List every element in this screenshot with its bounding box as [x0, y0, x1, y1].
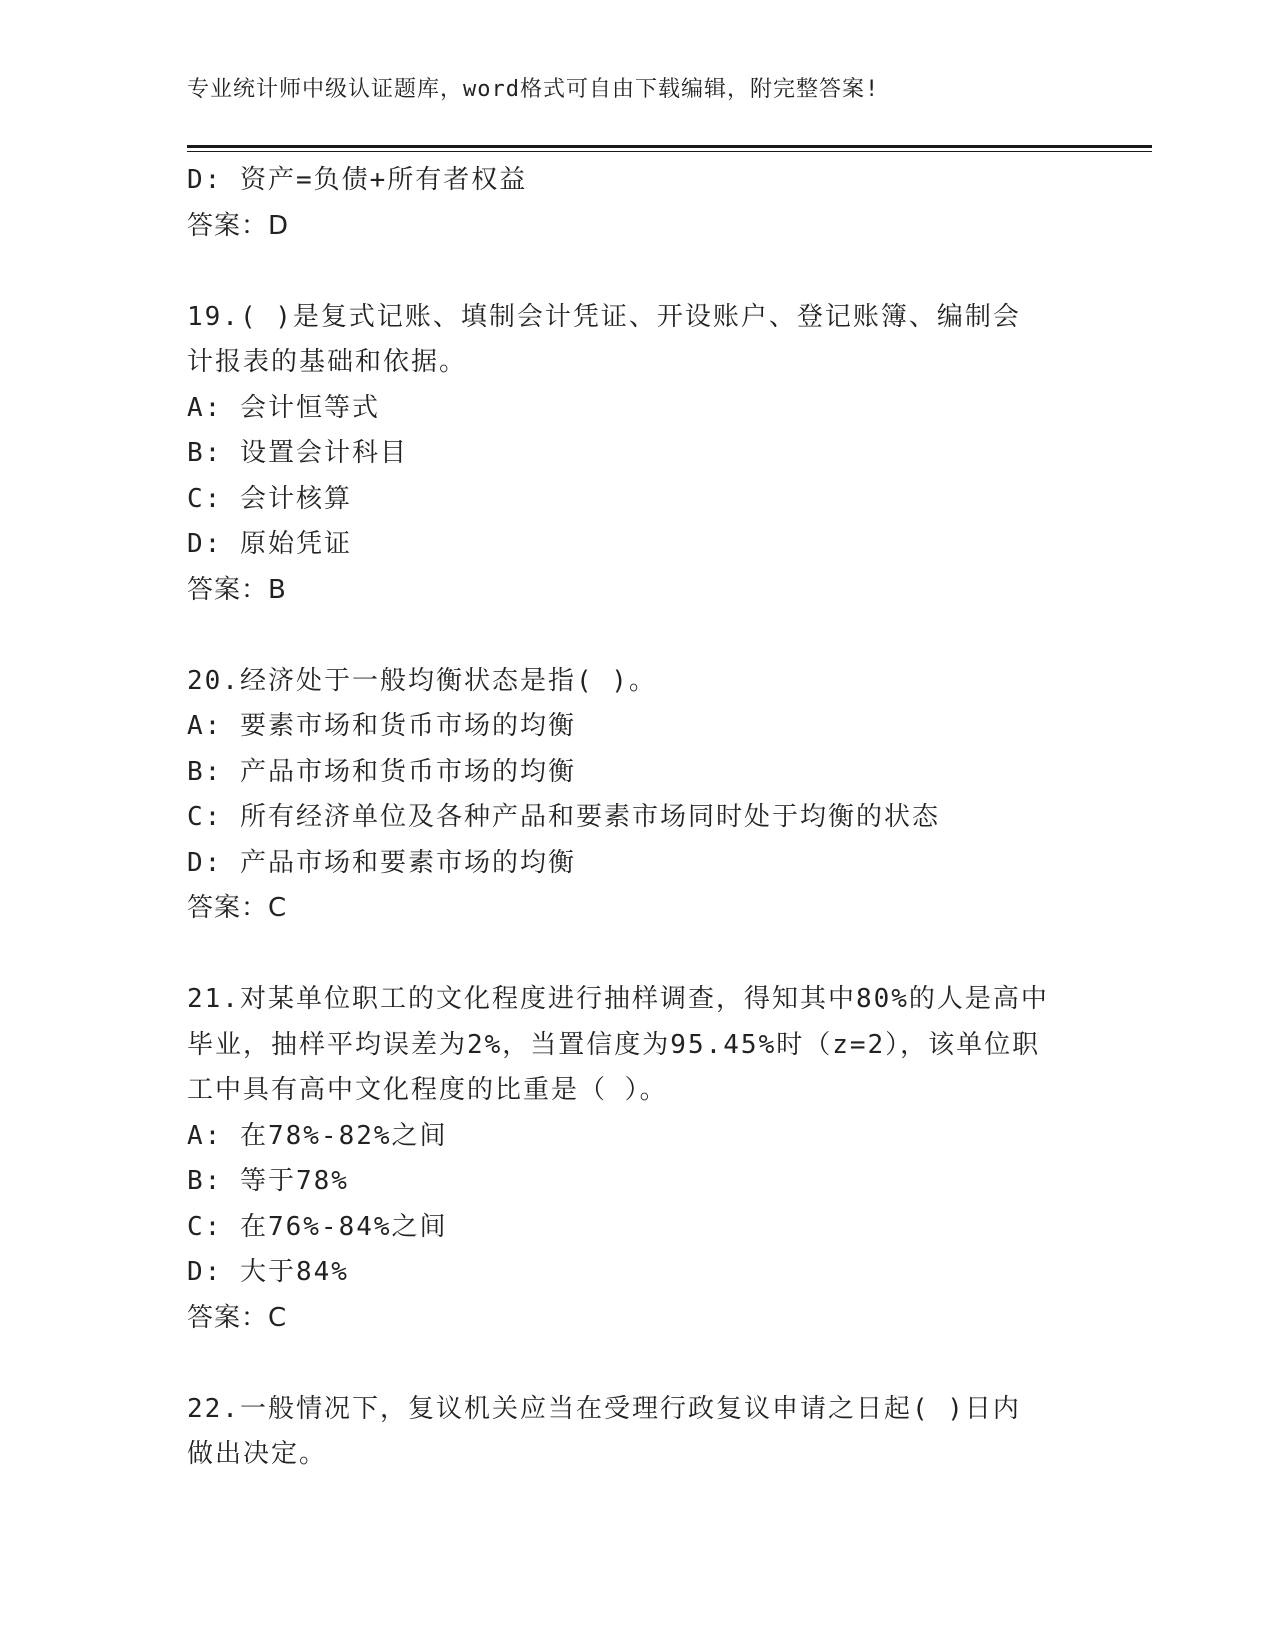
q20-option-a: A: 要素市场和货币市场的均衡: [187, 711, 576, 741]
q20-option-c: C: 所有经济单位及各种产品和要素市场同时处于均衡的状态: [187, 802, 940, 832]
spacer: [187, 1341, 1087, 1387]
q21-answer: 答案：C: [187, 1302, 288, 1333]
q19-option-c: C: 会计核算: [187, 483, 352, 514]
q22-text-line2: 做出决定。: [187, 1439, 328, 1469]
q22-text-line1: 22.一般情况下，复议机关应当在受理行政复议申请之日起( )日内: [187, 1393, 1021, 1424]
q21-option-d: D: 大于84%: [187, 1257, 349, 1287]
q20-option-b: B: 产品市场和货币市场的均衡: [187, 756, 576, 787]
q19-answer: 答案：B: [187, 574, 287, 605]
q19-option-b: B: 设置会计科目: [187, 438, 408, 468]
q21-option-b: B: 等于78%: [187, 1166, 349, 1196]
q19-text-line1: 19.( )是复式记账、填制会计凭证、开设账户、登记账簿、编制会: [187, 301, 1021, 332]
q19-text-line2: 计报表的基础和依据。: [187, 347, 468, 377]
q21-text-line3: 工中具有高中文化程度的比重是（ ）。: [187, 1075, 668, 1105]
prev-answer: 答案：D: [187, 210, 290, 241]
q20-text-line1: 20.经济处于一般均衡状态是指( )。: [187, 665, 657, 696]
header-divider-thin: [187, 151, 1152, 152]
q20-answer: 答案：C: [187, 893, 288, 923]
q20-option-d: D: 产品市场和要素市场的均衡: [187, 847, 576, 878]
header-divider-thick: [187, 145, 1152, 148]
q21-option-a: A: 在78%-82%之间: [187, 1120, 448, 1151]
page-header: 专业统计师中级认证题库，word格式可自由下载编辑，附完整答案!: [187, 77, 880, 102]
spacer: [187, 249, 1087, 295]
spacer: [187, 613, 1087, 659]
question-content: [187, 158, 1087, 1478]
spacer: [187, 932, 1087, 978]
q21-text-line2: 毕业，抽样平均误差为2%，当置信度为95.45%时（z=2），该单位职: [187, 1029, 1041, 1060]
q21-option-c: C: 在76%-84%之间: [187, 1211, 448, 1242]
q19-option-a: A: 会计恒等式: [187, 392, 380, 423]
q21-text-line1: 21.对某单位职工的文化程度进行抽样调查，得知其中80%的人是高中: [187, 984, 1049, 1014]
q19-option-d: D: 原始凭证: [187, 529, 352, 559]
prev-option-d: D: 资产=负债+所有者权益: [187, 165, 528, 195]
